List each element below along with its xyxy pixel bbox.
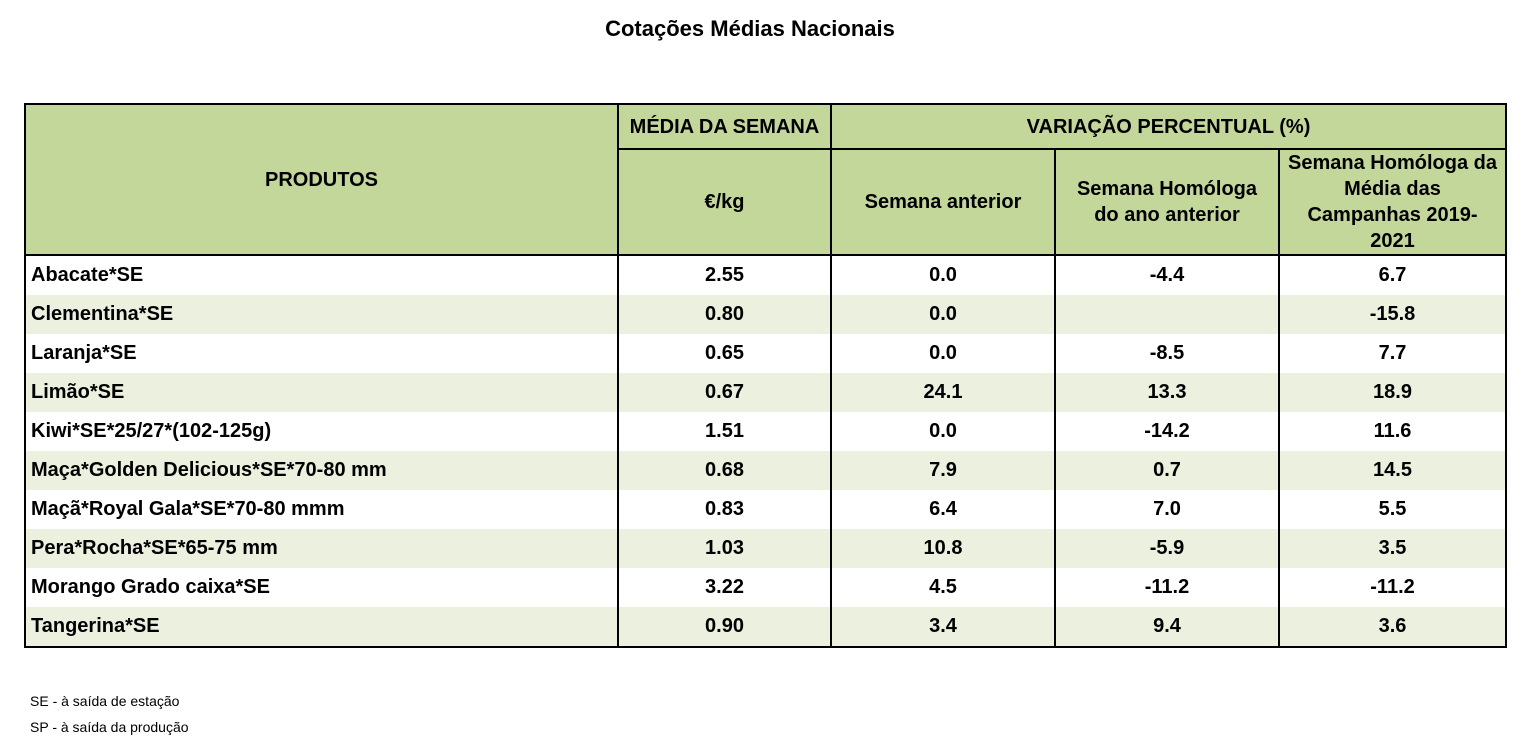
table-row (25, 568, 1506, 607)
cell-semana-anterior: 24.1 (831, 373, 1055, 412)
cell-homologa-ano-anterior: 9.4 (1055, 607, 1279, 647)
cell-media: 0.83 (618, 490, 831, 529)
footnotes (30, 688, 189, 740)
table-row (25, 255, 1506, 295)
cell-semana-anterior: 6.4 (831, 490, 1055, 529)
cell-media: 3.22 (618, 568, 831, 607)
cell-homologa-campanhas: 7.7 (1279, 334, 1506, 373)
cell-produto: Clementina*SE (25, 295, 618, 334)
cell-homologa-ano-anterior: 7.0 (1055, 490, 1279, 529)
table-row (25, 334, 1506, 373)
page-title: Cotações Médias Nacionais (605, 16, 895, 41)
cell-semana-anterior: 3.4 (831, 607, 1055, 647)
cell-semana-anterior: 0.0 (831, 255, 1055, 295)
table-row (25, 412, 1506, 451)
cell-homologa-campanhas: -15.8 (1279, 295, 1506, 334)
cell-produto: Pera*Rocha*SE*65-75 mm (25, 529, 618, 568)
cell-media: 1.03 (618, 529, 831, 568)
cell-homologa-campanhas: 3.5 (1279, 529, 1506, 568)
cell-homologa-ano-anterior: -8.5 (1055, 334, 1279, 373)
header-homologa-ano-anterior: Semana Homóloga do ano anterior (1055, 149, 1279, 255)
cell-homologa-ano-anterior: -5.9 (1055, 529, 1279, 568)
cell-produto: Maçã*Royal Gala*SE*70-80 mmm (25, 490, 618, 529)
cell-media: 0.90 (618, 607, 831, 647)
table-body (25, 255, 1506, 647)
cell-homologa-ano-anterior: 13.3 (1055, 373, 1279, 412)
header-semana-anterior: Semana anterior (831, 149, 1055, 255)
cell-produto: Maça*Golden Delicious*SE*70-80 mm (25, 451, 618, 490)
cell-homologa-campanhas: 11.6 (1279, 412, 1506, 451)
cell-semana-anterior: 0.0 (831, 295, 1055, 334)
table-row (25, 295, 1506, 334)
cell-semana-anterior: 0.0 (831, 334, 1055, 373)
prices-table (24, 103, 1507, 648)
cell-produto: Limão*SE (25, 373, 618, 412)
cell-homologa-ano-anterior: -11.2 (1055, 568, 1279, 607)
cell-media: 2.55 (618, 255, 831, 295)
table-row (25, 490, 1506, 529)
cell-semana-anterior: 4.5 (831, 568, 1055, 607)
cell-produto: Kiwi*SE*25/27*(102-125g) (25, 412, 618, 451)
cell-media: 1.51 (618, 412, 831, 451)
cell-produto: Abacate*SE (25, 255, 618, 295)
cell-homologa-campanhas: 6.7 (1279, 255, 1506, 295)
cell-homologa-ano-anterior: -14.2 (1055, 412, 1279, 451)
footnote-se: SE - à saída de estação (30, 693, 180, 709)
cell-homologa-campanhas: 14.5 (1279, 451, 1506, 490)
cell-media: 0.65 (618, 334, 831, 373)
cell-homologa-campanhas: 18.9 (1279, 373, 1506, 412)
cell-homologa-ano-anterior (1055, 295, 1279, 334)
cell-semana-anterior: 0.0 (831, 412, 1055, 451)
footnote-sp: SP - à saída da produção (30, 719, 189, 735)
header-variacao-percentual: VARIAÇÃO PERCENTUAL (%) (831, 104, 1506, 149)
table-row (25, 373, 1506, 412)
cell-homologa-ano-anterior: -4.4 (1055, 255, 1279, 295)
header-homologa-campanhas: Semana Homóloga da Média das Campanhas 2019-2021 (1279, 149, 1506, 255)
cell-semana-anterior: 7.9 (831, 451, 1055, 490)
table-row (25, 607, 1506, 647)
cell-homologa-campanhas: 3.6 (1279, 607, 1506, 647)
cell-homologa-campanhas: 5.5 (1279, 490, 1506, 529)
cell-produto: Laranja*SE (25, 334, 618, 373)
cell-homologa-ano-anterior: 0.7 (1055, 451, 1279, 490)
header-unit: €/kg (618, 149, 831, 255)
table-row (25, 451, 1506, 490)
cell-media: 0.67 (618, 373, 831, 412)
header-produtos: PRODUTOS (25, 104, 618, 255)
cell-produto: Tangerina*SE (25, 607, 618, 647)
header-media-semana: MÉDIA DA SEMANA (618, 104, 831, 149)
cell-homologa-campanhas: -11.2 (1279, 568, 1506, 607)
cell-produto: Morango Grado caixa*SE (25, 568, 618, 607)
table-row (25, 529, 1506, 568)
cell-media: 0.80 (618, 295, 831, 334)
cell-media: 0.68 (618, 451, 831, 490)
cell-semana-anterior: 10.8 (831, 529, 1055, 568)
